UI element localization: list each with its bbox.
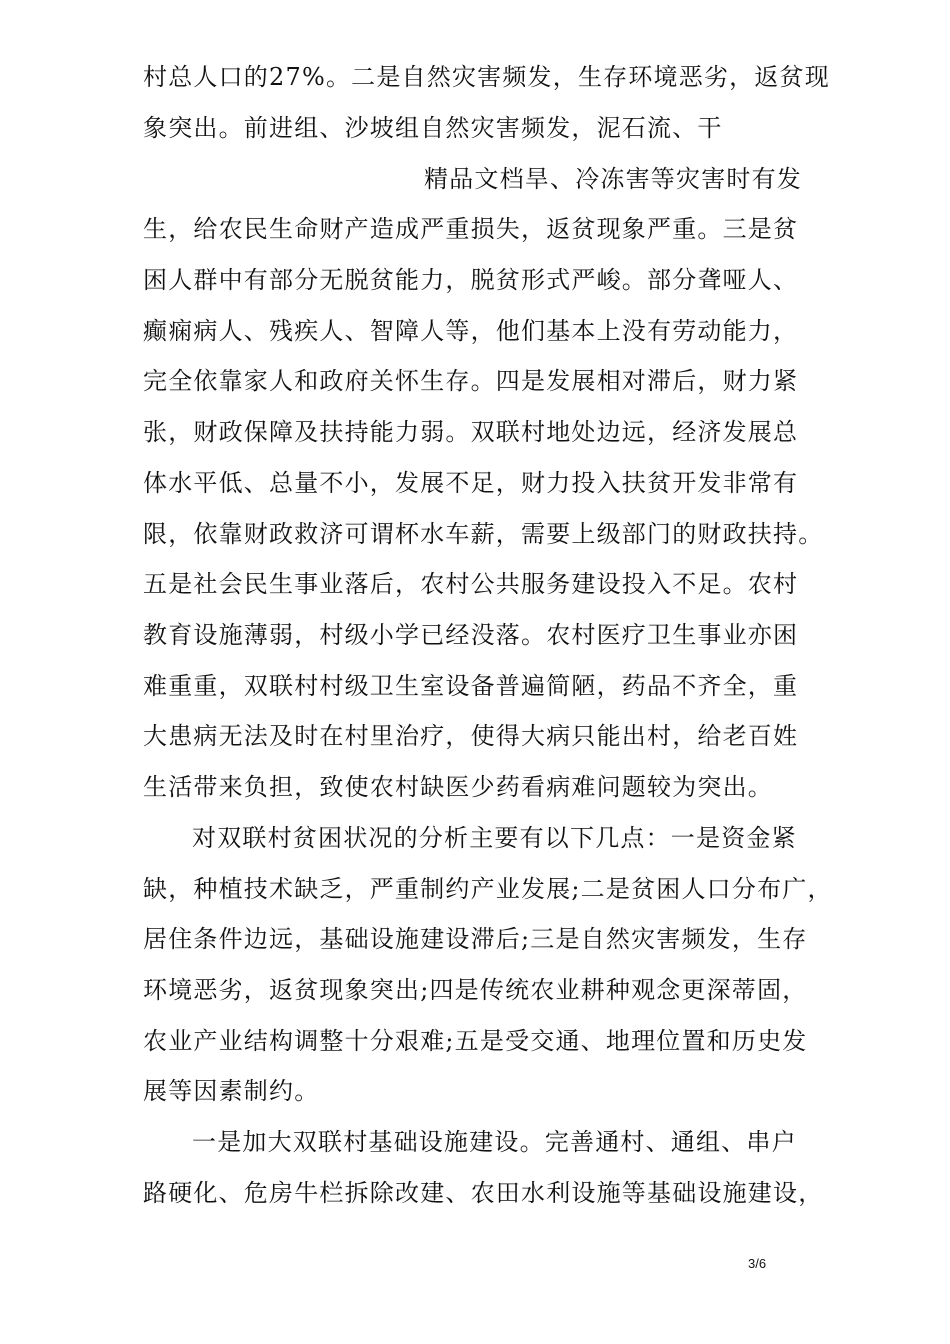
text-line: 一是加大双联村基础设施建设。完善通村、通组、串户 [192, 1128, 797, 1156]
text-line: 精品文档旱、冷冻害等灾害时有发 [424, 165, 802, 193]
text-line: 生活带来负担，致使农村缺医少药看病难问题较为突出。 [143, 773, 773, 801]
text-line: 体水平低、总量不小，发展不足，财力投入扶贫开发非常有 [143, 469, 799, 497]
text-line: 大患病无法及时在村里治疗，使得大病只能出村，给老百姓 [143, 722, 799, 750]
text-line: 对双联村贫困状况的分析主要有以下几点：一是资金紧 [192, 824, 797, 852]
text-line: 限，依靠财政救济可谓杯水车薪，需要上级部门的财政扶持。 [143, 520, 824, 548]
text-line: 展等因素制约。 [143, 1077, 320, 1105]
text-line: 完全依靠家人和政府关怀生存。四是发展相对滞后，财力紧 [143, 367, 799, 395]
text-line: 生，给农民生命财产造成严重损失，返贫现象严重。三是贫 [143, 215, 799, 243]
text-line: 路硬化、危房牛栏拆除改建、农田水利设施等基础设施建设， [143, 1179, 824, 1207]
text-line: 困人群中有部分无脱贫能力，脱贫形式严峻。部分聋哑人、 [143, 266, 799, 294]
text-line: 张，财政保障及扶持能力弱。双联村地处边远，经济发展总 [143, 418, 799, 446]
text-line: 象突出。前进组、沙坡组自然灾害频发，泥石流、干 [143, 114, 723, 142]
text-line: 村总人口的27%。二是自然灾害频发，生存环境恶劣，返贫现 [143, 63, 830, 91]
text-line: 农业产业结构调整十分艰难;五是受交通、地理位置和历史发 [143, 1027, 808, 1055]
text-line: 缺，种植技术缺乏，严重制约产业发展;二是贫困人口分布广， [143, 875, 833, 903]
text-line: 居住条件边远，基础设施建设滞后;三是自然灾害频发，生存 [143, 925, 808, 953]
text-line: 癫痫病人、残疾人、智障人等，他们基本上没有劳动能力， [143, 317, 799, 345]
text-line: 环境恶劣，返贫现象突出;四是传统农业耕种观念更深蒂固， [143, 976, 808, 1004]
text-line: 难重重，双联村村级卫生室设备普遍简陋，药品不齐全，重 [143, 672, 799, 700]
page-number: 3/6 [748, 1256, 767, 1271]
text-line: 教育设施薄弱，村级小学已经没落。农村医疗卫生事业亦困 [143, 621, 799, 649]
text-line: 五是社会民生事业落后，农村公共服务建设投入不足。农村 [143, 570, 799, 598]
